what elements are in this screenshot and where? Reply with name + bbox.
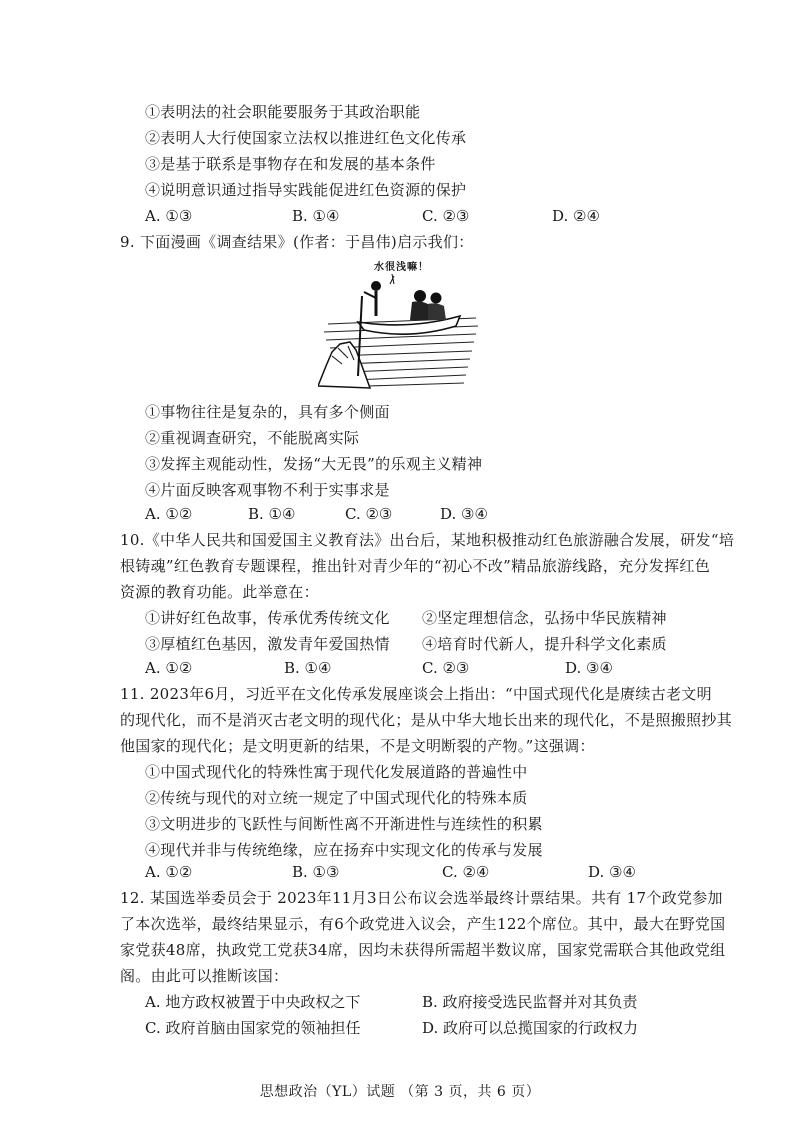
- q11-statement-1: ①中国式现代化的特殊性寓于现代化发展道路的普遍性中: [145, 763, 528, 781]
- q12-stem-line-2: 了本次选举，最终结果显示，有6个政党进入议会，产生122个席位。其中，最大在野党国: [120, 915, 726, 933]
- q11-stem-line-1: 11. 2023年6月，习近平在文化传承发展座谈会上指出：“中国式现代化是赓续古老文明: [120, 685, 712, 703]
- q10-option-c[interactable]: C. ②③: [422, 659, 470, 677]
- q9-option-d[interactable]: D. ③④: [440, 505, 488, 523]
- q8-option-d[interactable]: D. ②④: [552, 207, 600, 225]
- q12-stem-line-3: 家党获48席，执政党工党获34席，因均未获得所需超半数议席，国家党需联合其他政党组: [120, 941, 726, 959]
- q9-option-c[interactable]: C. ②③: [345, 505, 393, 523]
- q10-statement-4: ④培育时代新人，提升科学文化素质: [422, 635, 667, 653]
- q9-statement-2: ②重视调查研究，不能脱离实际: [145, 429, 360, 447]
- q9-statement-1: ①事物往往是复杂的，具有多个侧面: [145, 403, 390, 421]
- q8-option-c[interactable]: C. ②③: [422, 207, 470, 225]
- q11-option-c[interactable]: C. ②④: [442, 863, 490, 881]
- q8-option-a[interactable]: A. ①③: [145, 207, 193, 225]
- q9-option-b[interactable]: B. ①④: [248, 505, 296, 523]
- q11-statement-4: ④现代并非与传统绝缘，应在扬弃中实现文化的传承与发展: [145, 841, 543, 859]
- q11-stem-line-3: 他国家的现代化；是文明更新的结果，不是文明断裂的产物。”这强调：: [120, 737, 595, 755]
- q10-stem-line-1: 10.《中华人民共和国爱国主义教育法》出台后，某地积极推动红色旅游融合发展，研发“培: [120, 531, 735, 549]
- q10-option-b[interactable]: B. ①④: [284, 659, 332, 677]
- q9-statement-4: ④片面反映客观事物不利于实事求是: [145, 481, 390, 499]
- cartoon-survey-result: [318, 256, 480, 390]
- q12-option-d[interactable]: D. 政府可以总揽国家的行政权力: [422, 1019, 639, 1037]
- q11-option-d[interactable]: D. ③④: [588, 863, 636, 881]
- q8-statement-2: ②表明人大行使国家立法权以推进红色文化传承: [145, 129, 467, 147]
- q10-option-a[interactable]: A. ①②: [145, 659, 193, 677]
- page-footer: 思想政治（YL）试题 （第 3 页，共 6 页）: [259, 1084, 541, 1100]
- q10-option-d[interactable]: D. ③④: [565, 659, 613, 677]
- q10-stem-line-2: 根铸魂”红色教育专题课程，推出针对青少年的“初心不改”精品旅游线路，充分发挥红色: [120, 557, 711, 575]
- q10-stem-line-3: 资源的教育功能。此举意在：: [120, 583, 319, 601]
- q10-statement-1: ①讲好红色故事，传承优秀传统文化: [145, 609, 390, 627]
- q10-statement-3: ③厚植红色基因，激发青年爱国热情: [145, 635, 390, 653]
- q11-option-a[interactable]: A. ①②: [145, 863, 193, 881]
- q11-statement-2: ②传统与现代的对立统一规定了中国式现代化的特殊本质: [145, 789, 528, 807]
- q10-statement-2: ②坚定理想信念，弘扬中华民族精神: [422, 609, 667, 627]
- q11-statement-3: ③文明进步的飞跃性与间断性离不开渐进性与连续性的积累: [145, 815, 543, 833]
- q12-stem-line-4: 阁。由此可以推断该国：: [120, 967, 289, 985]
- q12-option-b[interactable]: B. 政府接受选民监督并对其负责: [422, 993, 638, 1011]
- q9-option-a[interactable]: A. ①②: [145, 505, 193, 523]
- q9-statement-3: ③发挥主观能动性，发扬“大无畏”的乐观主义精神: [145, 455, 483, 473]
- cartoon-drawing: [318, 256, 480, 390]
- q11-option-b[interactable]: B. ①③: [292, 863, 340, 881]
- q11-stem-line-2: 的现代化，而不是消灭古老文明的现代化；是从中华大地长出来的现代化，不是照搬照抄其: [120, 711, 733, 729]
- q8-statement-1: ①表明法的社会职能要服务于其政治职能: [145, 103, 421, 121]
- q12-option-a[interactable]: A. 地方政权被置于中央政权之下: [145, 993, 361, 1011]
- q8-statement-4: ④说明意识通过指导实践能促进红色资源的保护: [145, 181, 467, 199]
- cartoon-caption: 水很浅嘛！: [374, 262, 429, 273]
- q8-option-b[interactable]: B. ①④: [292, 207, 340, 225]
- q9-stem: 9. 下面漫画《调查结果》(作者：于昌伟)启示我们：: [120, 233, 474, 251]
- q8-statement-3: ③是基于联系是事物存在和发展的基本条件: [145, 155, 436, 173]
- q12-option-c[interactable]: C. 政府首脑由国家党的领袖担任: [145, 1019, 361, 1037]
- q12-stem-line-1: 12. 某国选举委员会于 2023年11月3日公布议会选举最终计票结果。共有 17个政党参加: [120, 889, 723, 907]
